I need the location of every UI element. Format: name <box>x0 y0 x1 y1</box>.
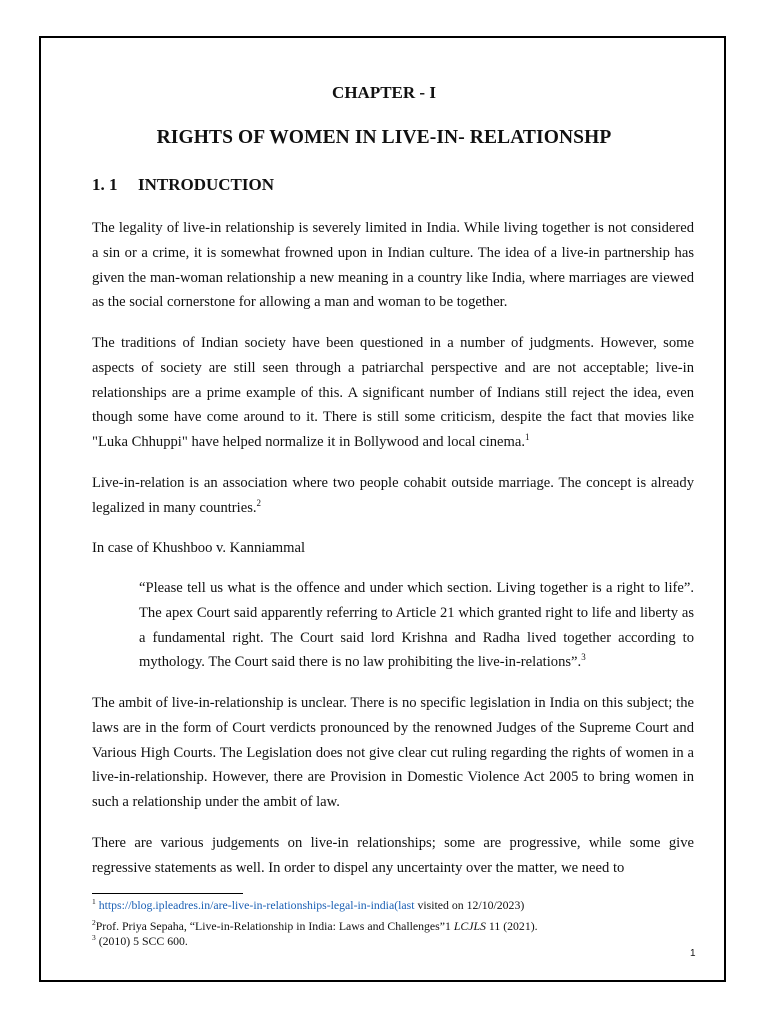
footnote-separator <box>92 893 243 894</box>
footnote-ref: 2 <box>256 497 262 508</box>
chapter-heading: CHAPTER - I <box>332 83 436 102</box>
paragraph: Live-in-relation is an association where two people cohabit outside marriage. The concept is already legalized in many countries.$^2$ <box>92 475 694 516</box>
paragraph: In case of Khushboo v. Kanniammal <box>92 540 306 556</box>
paragraph: The ambit of live-in-relationship is unclear. There is no specific legislation in India on this subject; the laws are in the form of Court verdicts pronounced by the renowned Judges of the Supreme Court and Various High Courts. The Legislation does not give clear cut ruling regarding the rights of women in a live-in-relationship. However, there are Provision in Domestic Violence Act 2005 to bring women in such a relationship under the ambit of law. <box>92 695 694 811</box>
section-number: 1. 1 <box>92 175 118 194</box>
chapter-title: RIGHTS OF WOMEN IN LIVE-IN- RELATIONSHP <box>156 127 612 148</box>
paragraph: The legality of live-in relationship is severely limited in India. While living together is not considered a sin or a crime, it is somewhat frowned upon in Indian culture. The idea of a live-in partnership has given the man-woman relationship a new meaning in a country like India, where marriages are viewed as the social cornerstone for allowing a man and woman to be together. <box>92 220 694 311</box>
paragraph: The traditions of Indian society have been questioned in a number of judgments. However, some aspects of society are still seen through a patriarchal perspective and are not acceptable; live-in relationships are a prime example of this. A significant number of Indians still reject the idea, even though some have come around to it. There is still some criticism, despite the fact that movies like "Luka Chhuppi" have helped normalize it in Bollywood and local cinema.$^1$ <box>92 335 694 451</box>
page-number: 1 <box>690 948 696 959</box>
section-title: INTRODUCTION <box>138 175 275 194</box>
footnote: $^1$ https://blog.ipleadres.in/are-live-in-relationships-legal-in-india(last visited on 12/10/2023) <box>92 897 525 912</box>
block-quote: “Please tell us what is the offence and under which section. Living together is a right to life”. The apex Court said apparently referring to Article 21 which granted right to life and liberty as a fundamental right. The Court said lord Krishna and Radha lived together according to mythology. The Court said there is no law prohibiting the live-in-relations”.$^3$ <box>139 580 694 671</box>
footnote: $^2$Prof. Priya Sepaha, “Live-in-Relationship in India: Laws and Challenges”1 LCJLS 11 (2021). <box>92 918 538 933</box>
footnote-link[interactable]: https://blog.ipleadres.in/are-live-in-relationships-legal-in-india(last <box>98 898 415 912</box>
footnote: $^3$ (2010) 5 SCC 600. <box>92 933 188 948</box>
section-heading <box>92 175 274 195</box>
paragraph: There are various judgements on live-in relationships; some are progressive, while some give regressive statements as well. In order to dispel any uncertainty over the matter, we need to <box>92 835 694 876</box>
footnote-ref: 1 <box>525 432 530 443</box>
footnote-ref: 3 <box>581 652 586 663</box>
